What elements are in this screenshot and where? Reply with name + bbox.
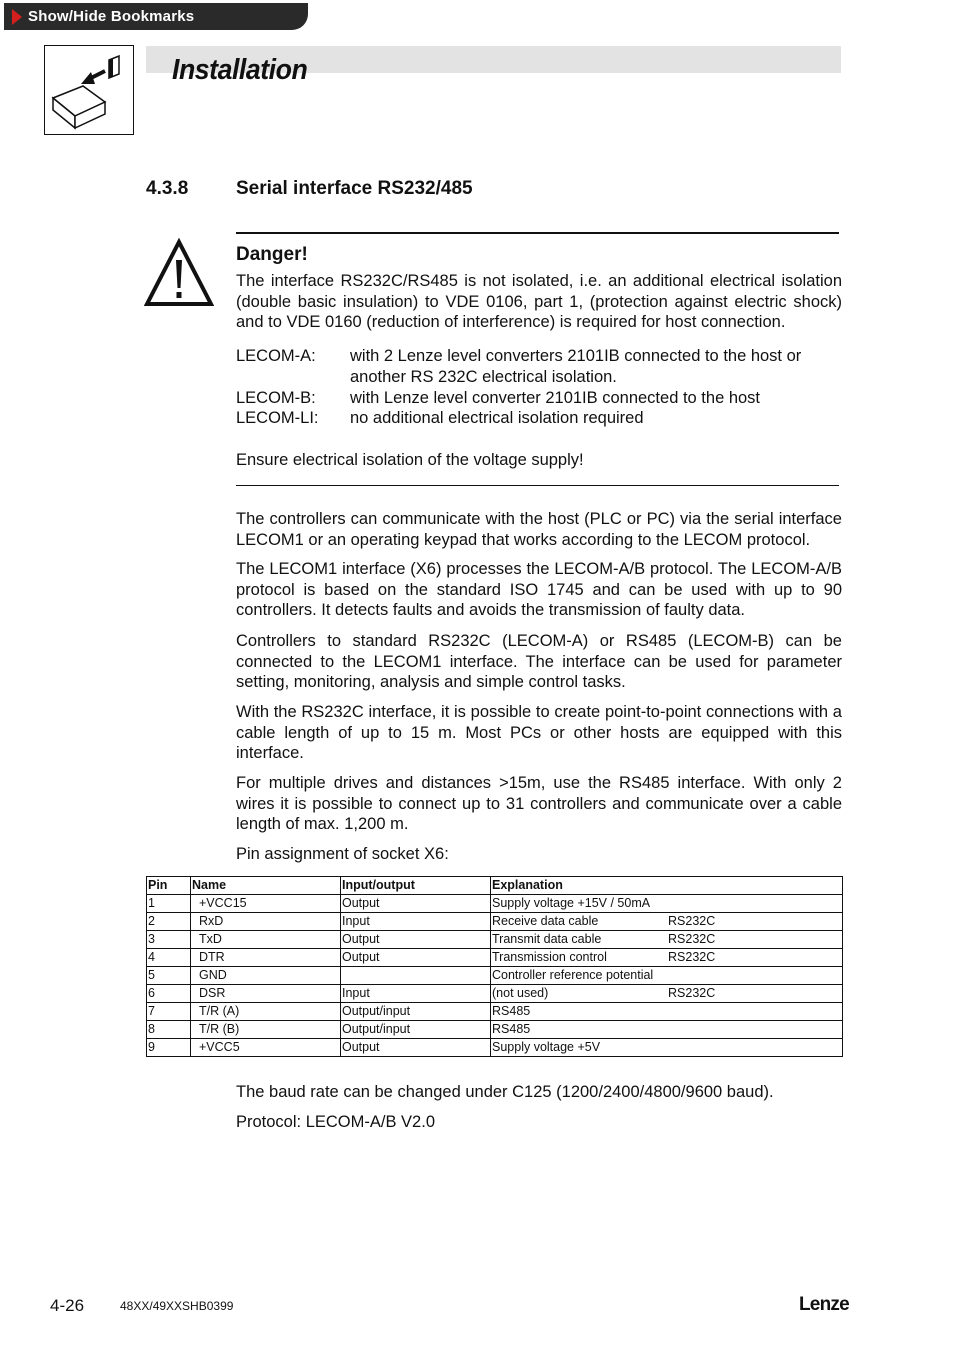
- table-row: [147, 1021, 843, 1039]
- table-row: [147, 895, 843, 913]
- bookmark-arrow-icon: [12, 9, 22, 25]
- io-cell: Input: [341, 913, 491, 931]
- pin-assignment-table: [146, 876, 843, 1057]
- name-cell: DTR: [191, 949, 341, 967]
- standard-text: RS232C: [668, 914, 716, 928]
- explanation-cell: [491, 913, 843, 931]
- standard-text: RS232C: [668, 932, 716, 946]
- paragraph-1: The controllers can communicate with the host (PLC or PC) via the serial interface LECOM1 or an operating keypad that works according to the LECOM protocol.: [236, 510, 842, 549]
- page-title: Installation: [172, 54, 308, 86]
- pin-cell: 8: [147, 1021, 191, 1039]
- name-cell: DSR: [191, 985, 341, 1003]
- explanation-text: Supply voltage +15V / 50mA: [492, 896, 651, 910]
- explanation-cell: [491, 931, 843, 949]
- lecom-key: LECOM-LI:: [236, 409, 319, 427]
- io-cell: Output/input: [341, 1021, 491, 1039]
- danger-text: The interface RS232C/RS485 is not isolated, i.e. an additional electrical isolation (double basic insulation) to VDE 0106, part 1, (protection against electric shock) and to VDE 0160 (reduction of interference) is required for host connection.: [236, 272, 842, 332]
- lecom-value: with 2 Lenze level converters 2101IB connected to the host or another RS 232C electrical isolation.: [350, 347, 802, 386]
- explanation-text: (not used): [492, 986, 549, 1000]
- pin-cell: 5: [147, 967, 191, 985]
- lecom-key: LECOM-A:: [236, 347, 316, 365]
- lecom-key: LECOM-B:: [236, 389, 316, 407]
- danger-top-rule: [236, 232, 839, 234]
- explanation-cell: [491, 1039, 843, 1057]
- pin-cell: 1: [147, 895, 191, 913]
- explanation-text: Controller reference potential: [492, 968, 654, 982]
- table-row: [147, 931, 843, 949]
- explanation-text: RS485: [492, 1022, 531, 1036]
- document-id: 48XX/49XXSHB0399: [120, 1299, 234, 1313]
- pin-cell: 9: [147, 1039, 191, 1057]
- installation-box-icon: [44, 45, 134, 135]
- column-header-io: Input/output: [341, 877, 491, 895]
- danger-note: Ensure electrical isolation of the voltage supply!: [236, 451, 584, 469]
- table-row: [147, 985, 843, 1003]
- name-cell: T/R (B): [191, 1021, 341, 1039]
- io-cell: Output: [341, 931, 491, 949]
- io-cell: Input: [341, 985, 491, 1003]
- explanation-cell: [491, 1003, 843, 1021]
- paragraph-2: The LECOM1 interface (X6) processes the LECOM-A/B protocol. The LECOM-A/B protocol is based on the standard ISO 1745 and can be used with up to 90 controllers. It detects faults and avoids the transmission of faulty data.: [236, 560, 842, 620]
- lecom-value: no additional electrical isolation required: [350, 409, 644, 427]
- io-cell: Output: [341, 949, 491, 967]
- io-cell: Output/input: [341, 1003, 491, 1021]
- name-cell: RxD: [191, 913, 341, 931]
- lenze-logo: Lenze: [799, 1294, 849, 1315]
- section-title: Serial interface RS232/485: [236, 178, 473, 199]
- pin-cell: 2: [147, 913, 191, 931]
- warning-triangle-icon: [144, 238, 214, 313]
- table-row: [147, 1003, 843, 1021]
- explanation-text: RS485: [492, 1004, 531, 1018]
- table-header-row: [147, 877, 843, 895]
- section-number: 4.3.8: [146, 178, 189, 199]
- name-cell: GND: [191, 967, 341, 985]
- show-hide-bookmarks-button[interactable]: [4, 3, 308, 30]
- io-cell: Output: [341, 1039, 491, 1057]
- explanation-cell: [491, 895, 843, 913]
- name-cell: TxD: [191, 931, 341, 949]
- pin-table-caption: Pin assignment of socket X6:: [236, 845, 449, 863]
- explanation-cell: [491, 985, 843, 1003]
- explanation-cell: [491, 967, 843, 985]
- explanation-text: Transmit data cable: [492, 932, 602, 946]
- column-header-pin: Pin: [147, 877, 191, 895]
- column-header-name: Name: [191, 877, 341, 895]
- bookmark-button-label: Show/Hide Bookmarks: [28, 8, 195, 25]
- explanation-text: Transmission control: [492, 950, 607, 964]
- name-cell: +VCC5: [191, 1039, 341, 1057]
- explanation-text: Supply voltage +5V: [492, 1040, 601, 1054]
- name-cell: T/R (A): [191, 1003, 341, 1021]
- table-row: [147, 1039, 843, 1057]
- name-cell: +VCC15: [191, 895, 341, 913]
- standard-text: RS232C: [668, 986, 716, 1000]
- column-header-explanation: Explanation: [491, 877, 843, 895]
- standard-text: RS232C: [668, 950, 716, 964]
- explanation-cell: [491, 1021, 843, 1039]
- pin-cell: 3: [147, 931, 191, 949]
- explanation-text: Receive data cable: [492, 914, 599, 928]
- baud-rate-text: The baud rate can be changed under C125 (1200/2400/4800/9600 baud).: [236, 1083, 774, 1101]
- paragraph-5: For multiple drives and distances >15m, use the RS485 interface. With only 2 wires it is possible to connect up to 31 controllers and communicate over a cable length of max. 1,200 m.: [236, 774, 842, 834]
- lecom-value: with Lenze level converter 2101IB connected to the host: [350, 389, 761, 407]
- danger-heading: Danger!: [236, 244, 308, 265]
- table-row: [147, 967, 843, 985]
- explanation-cell: [491, 949, 843, 967]
- io-cell: [341, 967, 491, 985]
- table-row: [147, 949, 843, 967]
- protocol-text: Protocol: LECOM-A/B V2.0: [236, 1113, 435, 1131]
- pin-cell: 6: [147, 985, 191, 1003]
- table-row: [147, 913, 843, 931]
- io-cell: Output: [341, 895, 491, 913]
- danger-bottom-rule: [236, 485, 839, 486]
- page-number: 4-26: [50, 1296, 85, 1315]
- paragraph-3: Controllers to standard RS232C (LECOM-A) or RS485 (LECOM-B) can be connected to the LECOM1 interface. The interface can be used for parameter setting, monitoring, analysis and simple control tasks.: [236, 632, 842, 692]
- pin-cell: 7: [147, 1003, 191, 1021]
- paragraph-4: With the RS232C interface, it is possible to create point-to-point connections with a cable length of up to 15 m. Most PCs or other hosts are equipped with this interface.: [236, 703, 842, 763]
- pin-cell: 4: [147, 949, 191, 967]
